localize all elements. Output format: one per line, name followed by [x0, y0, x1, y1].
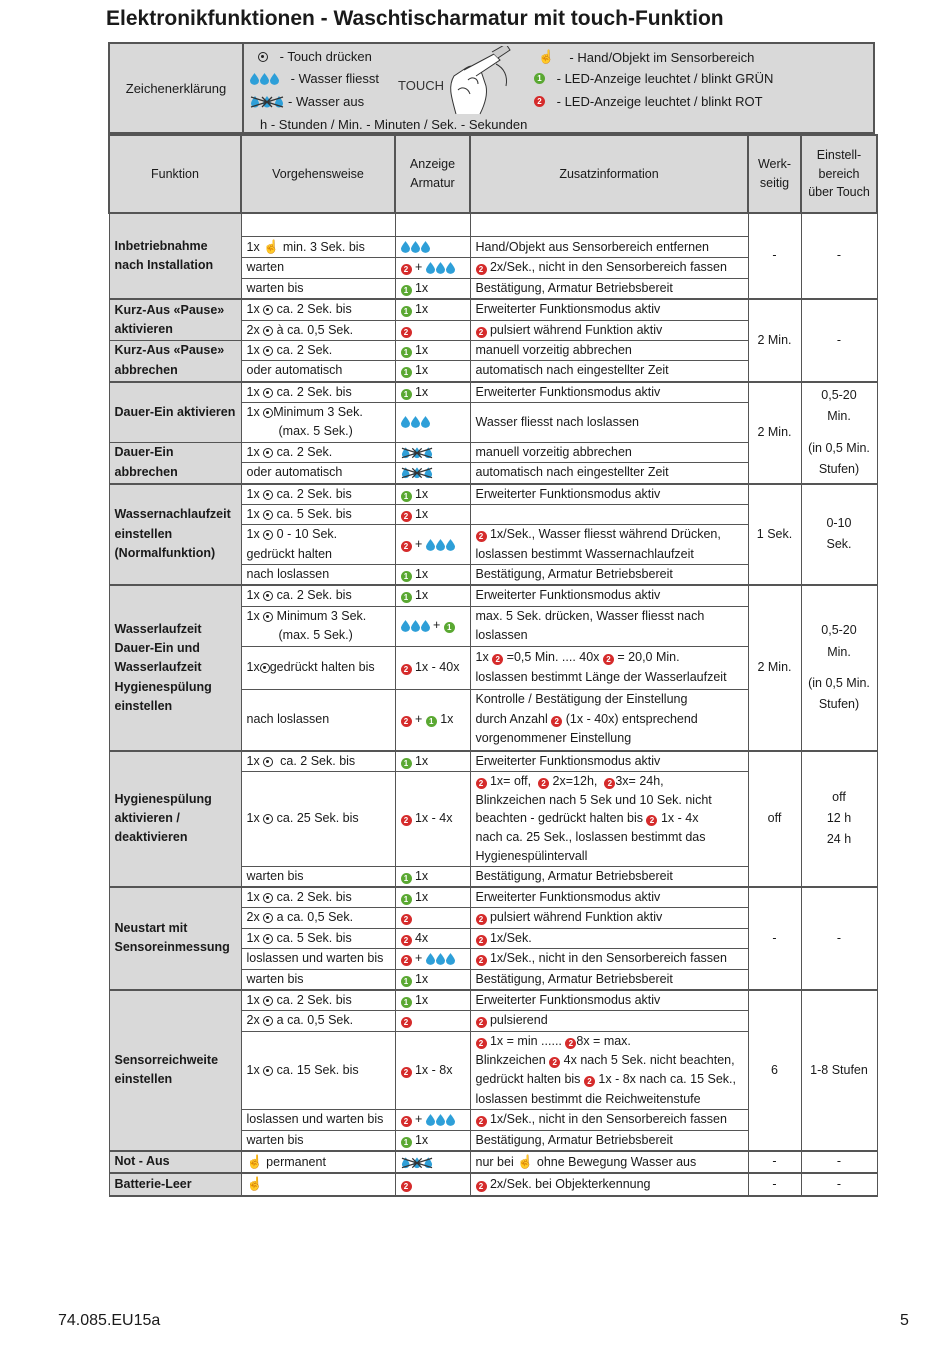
touch-word: TOUCH: [398, 78, 444, 93]
table-row: oder automatisch automatisch nach eingestellter Zeit: [109, 463, 877, 484]
red-led-icon: 2: [401, 541, 412, 552]
green-led-icon: 1: [401, 592, 412, 603]
function-neustart: Neustart mit Sensoreinmessung: [109, 887, 241, 990]
table-row: oder automatisch 1 1x automatisch nach eingestellter Zeit: [109, 361, 877, 382]
water-drops-icon: [426, 539, 455, 551]
green-led-icon: 1: [401, 1137, 412, 1148]
red-led-icon: 2: [401, 511, 412, 522]
green-led-icon: 1: [401, 873, 412, 884]
document-number: 74.085.EU15a: [58, 1312, 161, 1329]
red-led-icon: 2: [401, 955, 412, 966]
legend-units: h - Stunden / Min. - Minuten / Sek. - Sekunden: [260, 117, 528, 132]
red-led-icon: 2: [551, 716, 562, 727]
table-row: 1x ca. 5 Sek. bis 2 4x 2 1x/Sek.: [109, 928, 877, 948]
table-row: 1x Minimum 3 Sek. (max. 5 Sek.) + 1 max. 5 Sek. drücken, Wasser fliesst nach loslassen: [109, 606, 877, 646]
table-row: [109, 213, 877, 237]
einstell-value: -: [801, 213, 877, 299]
table-row: Kurz-Aus «Pause» abbrechen 1x ca. 2 Sek. 1 1x manuell vorzeitig abbrechen: [109, 340, 877, 360]
page-number: 5: [900, 1312, 909, 1329]
werk-value: 6: [748, 990, 801, 1151]
einstell-value: 0,5-20 Min. (in 0,5 Min. Stufen): [801, 585, 877, 750]
werk-value: 1 Sek.: [748, 484, 801, 586]
legend-hand: [538, 49, 754, 65]
werk-value: -: [748, 1173, 801, 1195]
red-led-icon: 2: [492, 654, 503, 665]
touch-icon: [263, 530, 273, 540]
legend-green: [534, 71, 773, 86]
function-notaus: Not - Aus: [109, 1151, 241, 1173]
werk-value: -: [748, 1151, 801, 1173]
table-header-row: [109, 135, 877, 213]
legend-water-off-text: - Wasser aus: [288, 94, 365, 109]
werk-value: 2 Min.: [748, 585, 801, 750]
touch-icon: [263, 346, 273, 356]
touch-icon: [263, 305, 273, 315]
red-led-icon: 2: [401, 1017, 412, 1028]
red-led-icon: 2: [604, 778, 615, 789]
green-led-icon: 1: [401, 491, 412, 502]
red-led-icon: 2: [476, 935, 487, 946]
function-inbetrieb: Inbetriebnahme nach Installation: [109, 213, 241, 299]
water-drops-icon: [426, 1114, 455, 1126]
table-row: loslassen und warten bis 2 + 2 1x/Sek., nicht in den Sensorbereich fassen: [109, 949, 877, 969]
einstell-value: -: [801, 1151, 877, 1173]
red-led-icon: 2: [476, 327, 487, 338]
header-werk: Werk-seitig: [748, 135, 801, 213]
water-drops-icon: [250, 73, 279, 85]
touch-icon: [263, 326, 273, 336]
touch-icon: [263, 934, 273, 944]
table-row: Neustart mit Sensoreinmessung 1x ca. 2 Sek. bis 1 1x Erweiterter Funktionsmodus aktiv - -: [109, 887, 877, 908]
einstell-value: off 12 h 24 h: [801, 751, 877, 888]
hand-icon: ☝: [246, 1176, 263, 1192]
touch-icon: [260, 663, 270, 673]
function-table: [108, 134, 878, 1197]
table-row: 1x ca. 5 Sek. bis 2 1x: [109, 504, 877, 524]
red-led-icon: 2: [401, 264, 412, 275]
water-off-icon: [401, 466, 433, 479]
red-led-icon: 2: [476, 1017, 487, 1028]
header-einstell: Einstell-bereich über Touch: [801, 135, 877, 213]
water-drops-icon: [426, 262, 455, 274]
green-led-icon: 1: [534, 73, 545, 84]
table-row: Hygienespülung aktivieren / deaktivieren 1x ca. 2 Sek. bis 1 1x Erweiterter Funktionsmodus aktiv off off 12 h 24 h: [109, 751, 877, 772]
red-led-icon: 2: [538, 778, 549, 789]
water-drops-icon: [401, 620, 430, 632]
header-funktion: Funktion: [109, 135, 241, 213]
table-row: Batterie-Leer ☝ 2 2 2x/Sek. bei Objekterkennung - -: [109, 1173, 877, 1195]
touch-icon: [263, 913, 273, 923]
function-batterie: Batterie-Leer: [109, 1173, 241, 1195]
werk-value: off: [748, 751, 801, 888]
green-led-icon: 1: [426, 716, 437, 727]
touch-icon: [263, 408, 273, 418]
red-led-icon: 2: [476, 1116, 487, 1127]
legend-water-flows: [250, 71, 379, 86]
hand-icon: ☝: [246, 1153, 263, 1169]
red-led-icon: 2: [549, 1057, 560, 1068]
einstell-value: -: [801, 1173, 877, 1195]
legend-green-text: - LED-Anzeige leuchtet / blinkt GRÜN: [556, 71, 774, 86]
green-led-icon: 1: [401, 367, 412, 378]
red-led-icon: 2: [476, 1181, 487, 1192]
red-led-icon: 2: [401, 327, 412, 338]
red-led-icon: 2: [401, 716, 412, 727]
green-led-icon: 1: [401, 894, 412, 905]
red-led-icon: 2: [401, 815, 412, 826]
touch-icon: [263, 612, 273, 622]
hand-icon: ☝: [263, 239, 280, 254]
table-row: 1x ca. 25 Sek. bis 2 1x - 4x 2 1x= off, 2 2x=12h, 2 3x= 24h, Blinkzeichen nach 5 Sek und 10 Sek. nicht beachten - gedrückt halten bis 2 1x - 4x nach ca. 25 Sek., loslassen bestimmt das Hygienespülintervall: [109, 771, 877, 866]
table-row: Wassernachlaufzeit einstellen (Normalfunktion) 1x ca. 2 Sek. bis 1 1x Erweiterter Funktionsmodus aktiv 1 Sek. 0-10 Sek.: [109, 484, 877, 505]
function-kurzaus-abbrechen: Kurz-Aus «Pause» abbrechen: [109, 340, 241, 381]
einstell-value: -: [801, 887, 877, 990]
table-row: nach loslassen 1 1x Bestätigung, Armatur Betriebsbereit: [109, 565, 877, 586]
table-row: nach loslassen 2 + 1 1x Kontrolle / Bestätigung der Einstellung durch Anzahl 2 (1x - 40x) entsprechend vorgenommener Einstellung: [109, 689, 877, 751]
green-led-icon: 1: [401, 997, 412, 1008]
water-off-icon: [401, 446, 433, 459]
water-drops-icon: [426, 953, 455, 965]
table-row: 2x à ca. 0,5 Sek. 2 2 pulsiert während Funktion aktiv: [109, 320, 877, 340]
table-row: Kurz-Aus «Pause» aktivieren 1x ca. 2 Sek. bis 1 1x Erweiterter Funktionsmodus aktiv 2 Min. -: [109, 299, 877, 320]
green-led-icon: 1: [401, 285, 412, 296]
red-led-icon: 2: [476, 955, 487, 966]
green-led-icon: 1: [401, 758, 412, 769]
page-title: Elektronikfunktionen - Waschtischarmatur mit touch-Funktion: [106, 7, 724, 30]
function-nachlauf: Wassernachlaufzeit einstellen (Normalfunktion): [109, 484, 241, 586]
green-led-icon: 1: [401, 976, 412, 987]
touch-icon: [263, 893, 273, 903]
touch-icon: [263, 814, 273, 824]
werk-value: 2 Min.: [748, 299, 801, 382]
red-led-icon: 2: [401, 1067, 412, 1078]
touch-icon: [263, 490, 273, 500]
red-led-icon: 2: [401, 914, 412, 925]
water-drops-icon: [401, 241, 430, 253]
einstell-value: 0,5-20 Min. (in 0,5 Min. Stufen): [801, 382, 877, 484]
legend-red-text: - LED-Anzeige leuchtet / blinkt ROT: [556, 94, 763, 109]
green-led-icon: 1: [401, 306, 412, 317]
table-row: 1x 0 - 10 Sek. gedrückt halten 2 + 2 1x/Sek., Wasser fliesst während Drücken, loslassen bestimmt Wassernachlaufzeit: [109, 525, 877, 565]
legend-water-flows-text: - Wasser fliesst: [290, 71, 379, 86]
header-anzeige: Anzeige Armatur: [395, 135, 470, 213]
function-dauerein-aktivieren: Dauer-Ein aktivieren: [109, 382, 241, 443]
function-laufzeit: Wasserlaufzeit Dauer-Ein und Wasserlaufzeit Hygienespülung einstellen: [109, 585, 241, 750]
header-vorgehen: Vorgehensweise: [241, 135, 395, 213]
red-led-icon: 2: [565, 1038, 576, 1049]
hand-icon: ☝: [538, 49, 555, 64]
red-led-icon: 2: [603, 654, 614, 665]
green-led-icon: 1: [401, 571, 412, 582]
table-row: warten bis 1 1x Bestätigung, Armatur Betriebsbereit: [109, 1130, 877, 1151]
touch-icon: [263, 1016, 273, 1026]
touch-icon: [258, 52, 268, 62]
legend-touch: [258, 49, 372, 64]
werk-value: 2 Min.: [748, 382, 801, 484]
table-row: warten bis 1 1x Bestätigung, Armatur Betriebsbereit: [109, 866, 877, 887]
legend-hand-text: - Hand/Objekt im Sensorbereich: [569, 49, 755, 65]
touch-icon: [263, 448, 273, 458]
einstell-value: -: [801, 299, 877, 382]
table-row: Sensorreichweite einstellen 1x ca. 2 Sek. bis 1 1x Erweiterter Funktionsmodus aktiv 6 1-8 Stufen: [109, 990, 877, 1011]
table-row: 1x ca. 15 Sek. bis 2 1x - 8x 2 1x = min ...... 2 8x = max. Blinkzeichen 2 4x nach 5 Sek. nicht beachten, gedrückt halten bis 2 1x - 8x nach ca. 15 Sek., loslassen bestimmt die Reichweitenstufe: [109, 1031, 877, 1110]
red-led-icon: 2: [534, 96, 545, 107]
touch-icon: [263, 996, 273, 1006]
red-led-icon: 2: [401, 935, 412, 946]
touch-icon: [263, 388, 273, 398]
red-led-icon: 2: [646, 815, 657, 826]
red-led-icon: 2: [401, 1181, 412, 1192]
header-zusatz: Zusatzinformation: [470, 135, 748, 213]
touch-icon: [263, 510, 273, 520]
red-led-icon: 2: [476, 531, 487, 542]
einstell-value: 0-10 Sek.: [801, 484, 877, 586]
water-off-icon: [250, 95, 284, 108]
einstell-value: 1-8 Stufen: [801, 990, 877, 1151]
red-led-icon: 2: [476, 1038, 487, 1049]
table-row: 1x gedrückt halten bis 2 1x - 40x 1x 2 =0,5 Min. .... 40x 2 = 20,0 Min. loslassen bestimmt Länge der Wasserlaufzeit: [109, 646, 877, 689]
table-row: 2x a ca. 0,5 Sek. 2 2 pulsiert während Funktion aktiv: [109, 908, 877, 928]
touch-icon: [263, 757, 273, 767]
water-off-icon: [401, 1156, 433, 1169]
werk-value: -: [748, 213, 801, 299]
function-hygiene: Hygienespülung aktivieren / deaktivieren: [109, 751, 241, 888]
green-led-icon: 1: [401, 347, 412, 358]
table-row: 1x ☝ min. 3 Sek. bis Hand/Objekt aus Sensorbereich entfernen: [109, 237, 877, 258]
red-led-icon: 2: [401, 1116, 412, 1127]
green-led-icon: 1: [401, 389, 412, 400]
green-led-icon: 1: [444, 622, 455, 633]
red-led-icon: 2: [476, 264, 487, 275]
red-led-icon: 2: [476, 914, 487, 925]
table-row: warten 2 + 2 2x/Sek., nicht in den Sensorbereich fassen: [109, 258, 877, 278]
table-row: loslassen und warten bis 2 + 2 1x/Sek., nicht in den Sensorbereich fassen: [109, 1110, 877, 1130]
werk-value: -: [748, 887, 801, 990]
function-reichweite: Sensorreichweite einstellen: [109, 990, 241, 1151]
function-dauerein-abbrechen: Dauer-Ein abbrechen: [109, 442, 241, 483]
red-led-icon: 2: [401, 664, 412, 675]
legend-water-off: [250, 94, 364, 109]
legend-label: Zeichenerklärung: [110, 44, 244, 132]
touch-icon: [263, 1066, 273, 1076]
table-row: Wasserlaufzeit Dauer-Ein und Wasserlaufzeit Hygienespülung einstellen 1x ca. 2 Sek. bis 1 1x Erweiterter Funktionsmodus aktiv 2 Min. 0,5-20 Min. (in 0,5 Min. Stufen): [109, 585, 877, 606]
touch-icon: [263, 591, 273, 601]
table-row: Dauer-Ein abbrechen 1x ca. 2 Sek. manuell vorzeitig abbrechen: [109, 442, 877, 462]
function-kurzaus-aktivieren: Kurz-Aus «Pause» aktivieren: [109, 299, 241, 340]
table-row: 1x Minimum 3 Sek. (max. 5 Sek.) Wasser fliesst nach loslassen: [109, 403, 877, 443]
legend-red: [534, 94, 763, 109]
legend-touch-text: - Touch drücken: [279, 49, 372, 64]
table-row: 2x a ca. 0,5 Sek. 2 2 pulsierend: [109, 1011, 877, 1031]
table-row: Dauer-Ein aktivieren 1x ca. 2 Sek. bis 1 1x Erweiterter Funktionsmodus aktiv 2 Min. 0,5-20 Min. (in 0,5 Min. Stufen): [109, 382, 877, 403]
touch-hand-illustration: [396, 46, 526, 116]
table-row: Not - Aus ☝ permanent nur bei ☝ ohne Bewegung Wasser aus - -: [109, 1151, 877, 1173]
water-drops-icon: [401, 416, 430, 428]
table-row: warten bis 1 1x Bestätigung, Armatur Betriebsbereit: [109, 278, 877, 299]
red-led-icon: 2: [476, 778, 487, 789]
legend-box: [108, 42, 875, 134]
hand-icon: ☝: [517, 1153, 534, 1169]
table-row: warten bis 1 1x Bestätigung, Armatur Betriebsbereit: [109, 969, 877, 990]
red-led-icon: 2: [584, 1076, 595, 1087]
